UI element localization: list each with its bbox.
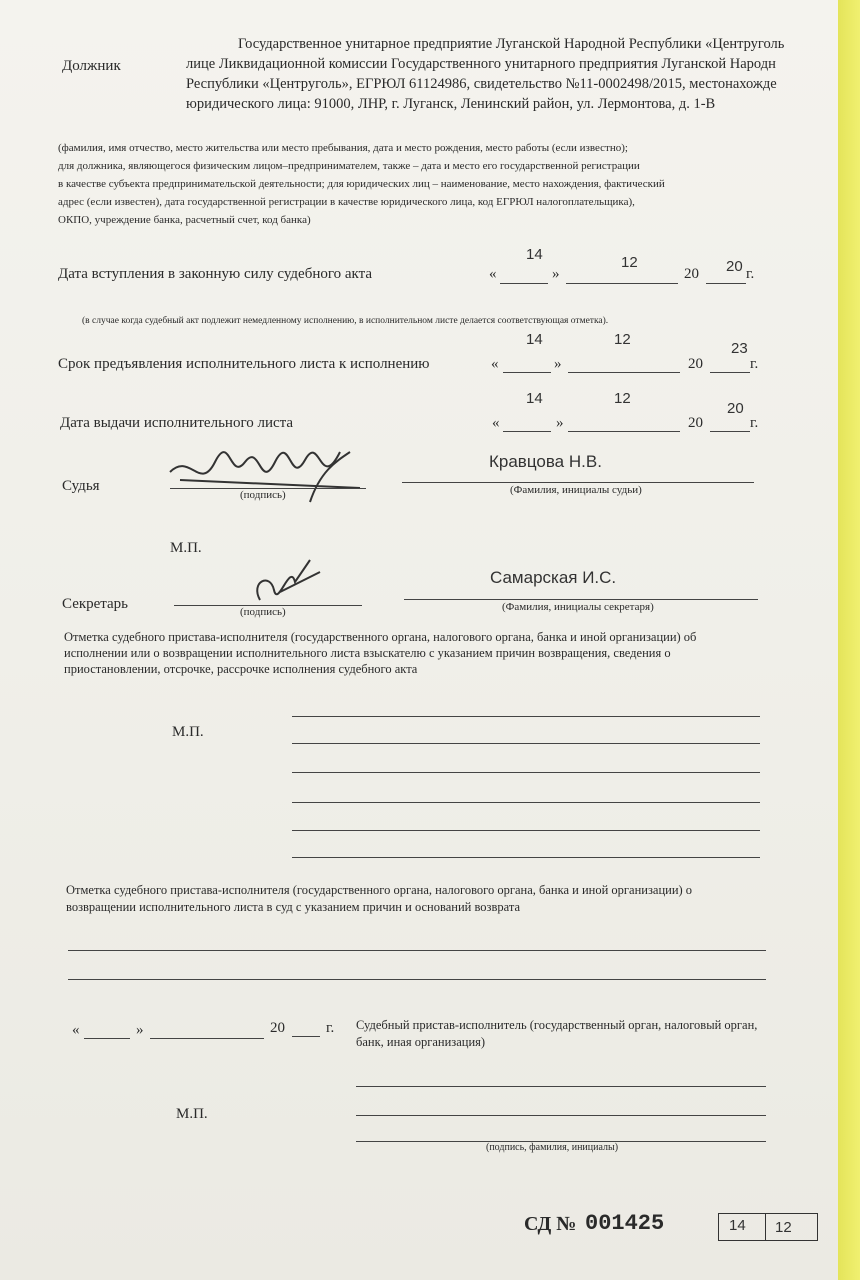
year-letter: г. xyxy=(750,415,759,431)
bailiff-title-line: банк, иная организация) xyxy=(356,1035,486,1049)
year-letter: г. xyxy=(750,356,759,372)
quote-close: » xyxy=(556,415,564,431)
debtor-label: Должник xyxy=(62,58,121,74)
entry-day-value: 14 xyxy=(526,246,543,263)
judge-stamp: М.П. xyxy=(170,540,202,556)
entry-year-value: 20 xyxy=(726,258,743,275)
debtor-line: Республики «Центруголь», ЕГРЮЛ 61124986, свидетельство №11-0002498/2015, местонахожде xyxy=(186,76,777,92)
issue-month-value: 12 xyxy=(614,390,631,407)
bailiff-title-line: Судебный пристав-исполнитель (государственный орган, налоговый орган, xyxy=(356,1018,758,1032)
term-year-value: 23 xyxy=(731,340,748,357)
issue-label: Дата выдачи исполнительного листа xyxy=(60,415,294,431)
term-day-value: 14 xyxy=(526,331,543,348)
debtor-note-line: адрес (если известен), дата государственной регистрации в качестве юридического лица, код ЕГРЮЛ налогоплательщика), xyxy=(58,196,635,208)
entry-date-label: Дата вступления в законную силу судебного акта xyxy=(58,266,373,282)
series-number: 001425 xyxy=(585,1211,665,1236)
bailiff-mark-line: приостановлении, отсрочке, рассрочке исполнения судебного акта xyxy=(64,662,418,676)
bailiff-mark-line: исполнении или о возвращении исполнительного листа взыскателю с указанием причин возвращения, сведения о xyxy=(64,646,671,660)
judge-signature-caption: (подпись) xyxy=(240,489,286,501)
entry-month-value: 12 xyxy=(621,254,638,271)
quote-open: « xyxy=(491,356,499,372)
debtor-line: Государственное унитарное предприятие Луганской Народной Республики «Центруголь xyxy=(238,36,785,52)
yellow-edge xyxy=(838,0,860,1280)
date-box xyxy=(718,1213,818,1241)
box-month: 12 xyxy=(775,1219,792,1236)
bailiff-mark-line: Отметка судебного пристава-исполнителя (государственного органа, налогового органа, банка и иной организации) об xyxy=(64,630,697,644)
judge-name-caption: (Фамилия, инициалы судьи) xyxy=(510,484,642,496)
quote-close: » xyxy=(136,1022,144,1038)
immediate-note: (в случае когда судебный акт подлежит немедленному исполнению, в исполнительном листе делается соответствующая отметка). xyxy=(82,316,609,326)
judge-label: Судья xyxy=(62,478,100,494)
debtor-note-line: для должника, являющегося физическим лицом–предпринимателем, также – дата и место его государственной регистрации xyxy=(58,160,640,172)
term-year-prefix: 20 xyxy=(688,356,703,372)
footer-sign-caption: (подпись, фамилия, инициалы) xyxy=(486,1142,619,1153)
secretary-signature-caption: (подпись) xyxy=(240,606,286,618)
quote-close: » xyxy=(552,266,560,282)
debtor-note-line: (фамилия, имя отчество, место жительства или место пребывания, дата и место рождения, место работы (если известно); xyxy=(58,142,628,154)
term-month-value: 12 xyxy=(614,331,631,348)
issue-day-value: 14 xyxy=(526,390,543,407)
footer-year-prefix: 20 xyxy=(270,1020,285,1036)
debtor-line: юридического лица: 91000, ЛНР, г. Луганск, Ленинский район, ул. Лермонтова, д. 1-В xyxy=(186,96,716,112)
secretary-name: Самарская И.С. xyxy=(490,568,617,587)
box-day: 14 xyxy=(729,1217,746,1234)
quote-open: « xyxy=(492,415,500,431)
series-label: СД № xyxy=(524,1213,577,1235)
return-mark-line: возвращении исполнительного листа в суд с указанием причин и оснований возврата xyxy=(66,900,521,914)
footer-year-letter: г. xyxy=(326,1020,335,1036)
bailiff-stamp: М.П. xyxy=(172,724,204,740)
judge-name: Кравцова Н.В. xyxy=(489,452,602,471)
term-label: Срок предъявления исполнительного листа к исполнению xyxy=(58,356,430,372)
debtor-note-line: ОКПО, учреждение банка, расчетный счет, код банка) xyxy=(58,214,311,226)
quote-close: » xyxy=(554,356,562,372)
quote-open: « xyxy=(489,266,497,282)
year-letter: г. xyxy=(746,266,755,282)
debtor-note-line: в качестве субъекта предпринимательской деятельности; для юридических лиц – наименование, место нахождения, фактический xyxy=(58,178,665,190)
footer-stamp: М.П. xyxy=(176,1106,208,1122)
secretary-name-caption: (Фамилия, инициалы секретаря) xyxy=(502,601,654,613)
secretary-label: Секретарь xyxy=(62,596,129,612)
issue-year-prefix: 20 xyxy=(688,415,703,431)
entry-year-prefix: 20 xyxy=(684,266,699,282)
return-mark-line: Отметка судебного пристава-исполнителя (государственного органа, налогового органа, банка и иной организации) о xyxy=(66,883,693,897)
quote-open: « xyxy=(72,1022,80,1038)
secretary-signature xyxy=(240,552,330,608)
debtor-line: лице Ликвидационной комиссии Государственного унитарного предприятия Луганской Народн xyxy=(186,56,776,72)
issue-year-value: 20 xyxy=(727,400,744,417)
